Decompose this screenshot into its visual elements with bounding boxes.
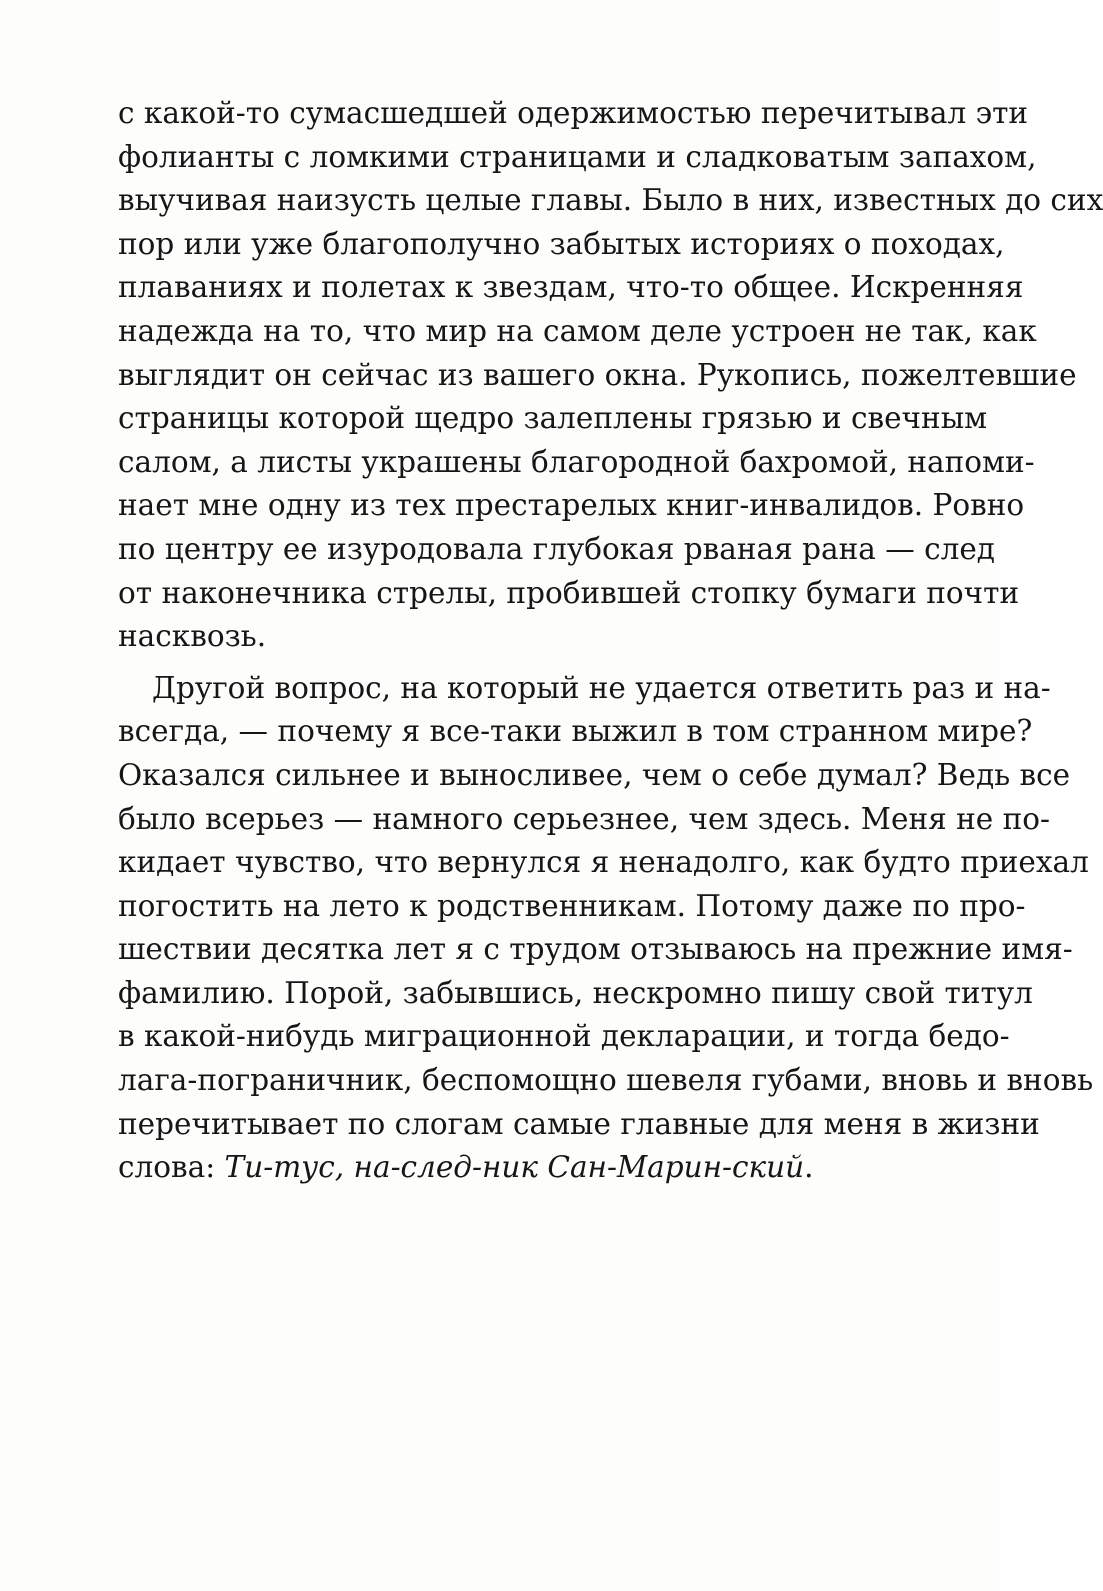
final-line-prefix: слова: bbox=[118, 1150, 225, 1185]
text-line: нает мне одну из тех престарелых книг-инвалидов. Ровно bbox=[118, 488, 1025, 523]
text-line: выглядит он сейчас из вашего окна. Рукопись, пожелтевшие bbox=[118, 357, 1077, 392]
text-line: плаваниях и полетах к звездам, что-то общее. Искренняя bbox=[118, 270, 1024, 305]
italic-title: Ти-тус, на-след-ник Сан-Марин-ский bbox=[224, 1150, 805, 1185]
text-line: пор или уже благополучно забытых историях о походах, bbox=[118, 226, 1005, 261]
text-line: надежда на то, что мир на самом деле устроен не так, как bbox=[118, 313, 1037, 348]
body-text bbox=[118, 92, 1103, 1190]
paragraph-2 bbox=[118, 667, 1094, 1190]
text-line: было всерьез — намного серьезнее, чем здесь. Меня не по- bbox=[118, 801, 1051, 836]
text-line: в какой-нибудь миграционной декларации, и тогда бедо- bbox=[118, 1019, 1010, 1054]
final-line bbox=[118, 1146, 938, 1190]
text-line: с какой-то сумасшедшей одержимостью перечитывал эти bbox=[118, 96, 1029, 130]
paragraph-1 bbox=[118, 92, 1103, 659]
text-line: страницы которой щедро залеплены грязью и свечным bbox=[118, 401, 988, 436]
text-line: Оказался сильнее и выносливее, чем о себе думал? Ведь все bbox=[118, 757, 1071, 792]
text-line: шествии десятка лет я с трудом отзываюсь на прежние имя- bbox=[118, 932, 1073, 967]
text-line: фамилию. Порой, забывшись, нескромно пишу свой титул bbox=[118, 975, 1033, 1010]
paragraph-gap bbox=[118, 659, 938, 667]
text-line: от наконечника стрелы, пробившей стопку бумаги почти bbox=[118, 575, 1020, 610]
text-line: салом, а листы украшены благородной бахромой, напоми- bbox=[118, 444, 1035, 479]
text-line: погостить на лето к родственникам. Потому даже по про- bbox=[118, 888, 1026, 923]
text-line: перечитывает по слогам самые главные для меня в жизни bbox=[118, 1106, 1040, 1141]
text-line: лага-пограничник, беспомощно шевеля губами, вновь и вновь bbox=[118, 1063, 1094, 1098]
text-line: Другой вопрос, на который не удается ответить раз и на- bbox=[152, 670, 1051, 705]
text-line: всегда, — почему я все-таки выжил в том странном мире? bbox=[118, 714, 1033, 749]
text-line: фолианты с ломкими страницами и сладковатым запахом, bbox=[118, 139, 1037, 174]
text-line: кидает чувство, что вернулся я ненадолго, как будто приехал bbox=[118, 845, 1089, 880]
text-line: по центру ее изуродовала глубокая рваная рана — след bbox=[118, 531, 995, 566]
text-line: насквозь. bbox=[118, 619, 267, 654]
text-line: выучивая наизусть целые главы. Было в них, известных до сих bbox=[118, 183, 1103, 218]
final-line-suffix: . bbox=[804, 1150, 814, 1185]
